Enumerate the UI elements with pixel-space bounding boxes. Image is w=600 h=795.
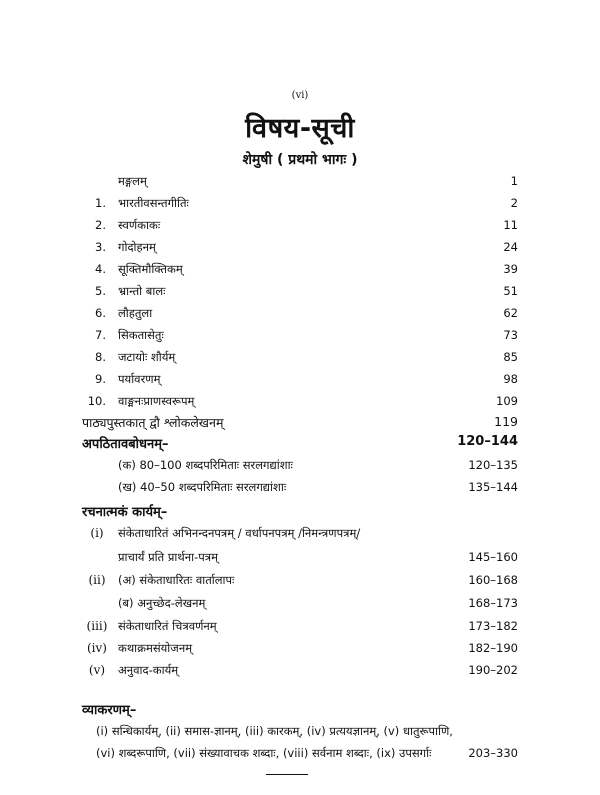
lesson-title: स्वर्णकाकः <box>118 218 161 232</box>
lesson-page: 11 <box>503 218 518 232</box>
creative-item-page: 160–168 <box>468 573 518 587</box>
toc-row[interactable] <box>0 304 600 326</box>
toc-row[interactable] <box>0 348 600 370</box>
lesson-number: 9. <box>95 372 106 386</box>
lesson-title: सिकतासेतुः <box>118 328 164 342</box>
lesson-title: भारतीवसन्तगीतिः <box>118 196 189 210</box>
unseen-item[interactable]: (ख) 40–50 शब्दपरिमिताः सरलगद्यांशाः <box>118 480 287 494</box>
unseen-item-page: 135–144 <box>468 480 518 494</box>
toc-row[interactable] <box>0 172 600 194</box>
lesson-page: 24 <box>503 240 518 254</box>
creative-item-page: 145–160 <box>468 550 518 564</box>
grammar-heading[interactable]: व्याकरणम्– <box>82 703 137 718</box>
end-divider <box>266 774 308 775</box>
lesson-title: भ्रान्तो बालः <box>118 284 166 298</box>
page-title: विषय-सूची <box>245 113 355 144</box>
toc-row[interactable] <box>0 194 600 216</box>
toc-row[interactable] <box>0 216 600 238</box>
grammar-page: 203–330 <box>468 746 518 760</box>
lesson-number: 6. <box>95 306 106 320</box>
lesson-number: 2. <box>95 218 106 232</box>
lesson-page: 62 <box>503 306 518 320</box>
page-number: (vi) <box>291 90 309 101</box>
lesson-title: लौहतुला <box>118 306 153 320</box>
creative-item-continued: प्राचार्यं प्रति प्रार्थना-पत्रम् <box>118 550 218 564</box>
toc-row[interactable] <box>0 238 600 260</box>
toc-row[interactable] <box>0 326 600 348</box>
lesson-number: 5. <box>95 284 106 298</box>
roman-numeral: (i) <box>90 526 104 540</box>
creative-item[interactable]: संकेताधारितं चित्रवर्णनम् <box>118 619 217 633</box>
unseen-heading[interactable]: अपठितावबोधनम्– <box>82 437 169 452</box>
lesson-title: पर्यावरणम् <box>118 372 161 386</box>
textbook-slokas-entry[interactable]: पाठ्यपुस्तकात् द्वौ श्लोकलेखनम् <box>82 415 224 430</box>
roman-numeral: (ii) <box>88 573 106 587</box>
roman-numeral: (iii) <box>86 619 108 633</box>
lesson-page: 39 <box>503 262 518 276</box>
grammar-topics-line: (i) सन्धिकार्यम्, (ii) समास-ज्ञानम्, (iii) कारकम्, (iv) प्रत्ययज्ञानम्, (v) धातुरूपाणि, <box>96 724 453 738</box>
lesson-number: 1. <box>95 196 106 210</box>
creative-item[interactable]: कथाक्रमसंयोजनम् <box>118 641 193 655</box>
creative-item[interactable]: अनुवाद-कार्यम् <box>118 663 179 677</box>
grammar-topics-line: (vi) शब्दरूपाणि, (vii) संख्यावाचक शब्दाः, (viii) सर्वनाम शब्दाः, (ix) उपसर्गाः <box>96 746 432 760</box>
creative-item-page: 182–190 <box>468 641 518 655</box>
roman-numeral: (iv) <box>87 641 107 655</box>
toc-row[interactable] <box>0 370 600 392</box>
lesson-page: 85 <box>503 350 518 364</box>
lesson-number: 7. <box>95 328 106 342</box>
creative-heading[interactable]: रचनात्मकं कार्यम्– <box>82 505 168 520</box>
lesson-page: 1 <box>510 174 518 188</box>
lesson-title: वाङ्मनःप्राणस्वरूपम् <box>118 394 195 408</box>
lesson-title: गोदोहनम् <box>118 240 156 254</box>
lesson-page: 73 <box>503 328 518 342</box>
toc-row[interactable] <box>0 260 600 282</box>
textbook-slokas-page: 119 <box>494 414 518 429</box>
lesson-page: 98 <box>503 372 518 386</box>
lesson-number: 10. <box>87 394 106 408</box>
creative-item[interactable]: (अ) संकेताधारितः वार्तालापः <box>118 573 235 587</box>
lesson-number: 4. <box>95 262 106 276</box>
creative-item[interactable]: संकेताधारितं अभिनन्दनपत्रम् / वर्धापनपत्रम् /निमन्त्रणपत्रम्/ <box>118 526 361 540</box>
lesson-number: 3. <box>95 240 106 254</box>
unseen-page: 120–144 <box>457 434 518 449</box>
lesson-number: 8. <box>95 350 106 364</box>
unseen-item-page: 120–135 <box>468 458 518 472</box>
lesson-page: 51 <box>503 284 518 298</box>
book-subtitle: शेमुषी ( प्रथमो भागः ) <box>242 152 358 168</box>
unseen-item[interactable]: (क) 80–100 शब्दपरिमिताः सरलगद्यांशाः <box>118 458 293 472</box>
toc-row[interactable] <box>0 392 600 414</box>
lesson-page: 2 <box>510 196 518 210</box>
lesson-title: जटायोः शौर्यम् <box>118 350 176 364</box>
creative-item[interactable]: (ब) अनुच्छेद-लेखनम् <box>118 596 206 610</box>
toc-row[interactable] <box>0 282 600 304</box>
creative-item-page: 173–182 <box>468 619 518 633</box>
lesson-title: सूक्तिमौक्तिकम् <box>118 262 183 276</box>
roman-numeral: (v) <box>88 663 106 677</box>
creative-item-page: 168–173 <box>468 596 518 610</box>
lesson-page: 109 <box>496 394 518 408</box>
lesson-title: मङ्गलम् <box>118 174 147 188</box>
creative-item-page: 190–202 <box>468 663 518 677</box>
